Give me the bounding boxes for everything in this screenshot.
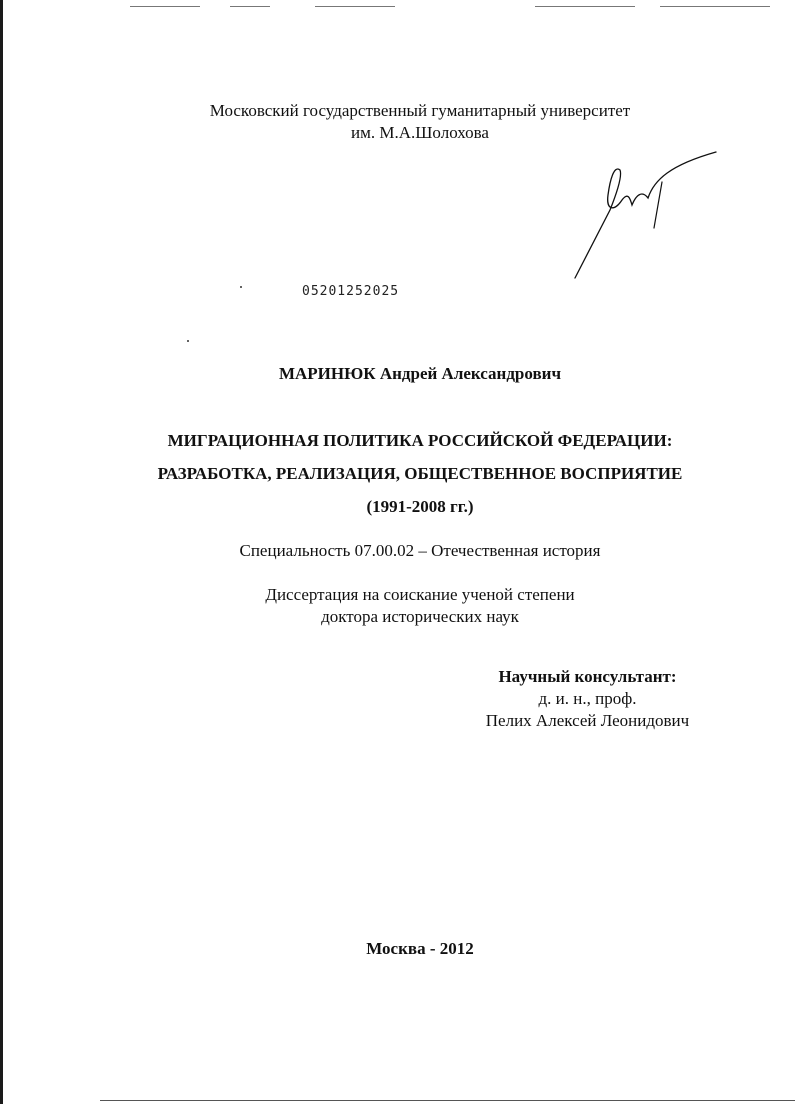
scan-top-mark xyxy=(230,6,270,7)
degree-line: Диссертация на соискание ученой степени xyxy=(265,585,575,604)
scan-speck xyxy=(187,340,189,342)
consultant-name: Пелих Алексей Леонидович xyxy=(485,711,690,730)
title-years: (1991-2008 гг.) xyxy=(366,497,474,516)
scan-top-mark xyxy=(660,6,770,7)
author-name: МАРИНЮК Андрей Александрович xyxy=(278,364,562,383)
signature-icon xyxy=(570,150,720,280)
degree-block xyxy=(0,584,795,628)
university-block xyxy=(0,100,795,144)
dissertation-title xyxy=(0,424,795,523)
city-year: Москва - 2012 xyxy=(366,939,474,958)
university-name: Московский государственный гуманитарный университет xyxy=(209,101,631,120)
consultant-heading: Научный консультант: xyxy=(498,667,677,686)
scan-top-mark xyxy=(535,6,635,7)
university-named-after: им. М.А.Шолохова xyxy=(351,123,489,142)
scan-top-mark xyxy=(130,6,200,7)
title-line: МИГРАЦИОННАЯ ПОЛИТИКА РОССИЙСКОЙ ФЕДЕРАЦИИ: xyxy=(167,431,673,450)
scientific-consultant xyxy=(420,666,755,732)
specialty: Специальность 07.00.02 – Отечественная история xyxy=(239,541,601,560)
consultant-degree: д. и. н., проф. xyxy=(538,689,637,708)
title-line: РАЗРАБОТКА, РЕАЛИЗАЦИЯ, ОБЩЕСТВЕННОЕ ВОСПРИЯТИЕ xyxy=(157,464,683,483)
degree-line: доктора исторических наук xyxy=(321,607,519,626)
scan-speck xyxy=(240,286,242,288)
scan-top-mark xyxy=(315,6,395,7)
scan-bottom-line xyxy=(100,1100,795,1101)
archive-code: 05201252025 xyxy=(302,284,400,299)
